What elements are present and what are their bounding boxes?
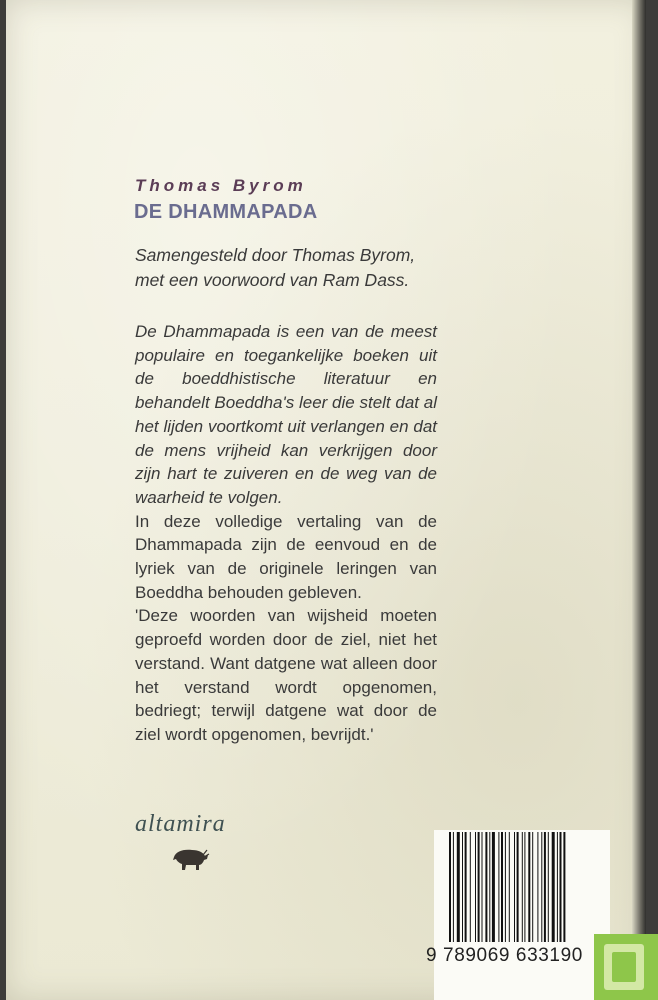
barcode-bar bbox=[478, 832, 480, 942]
barcode-bar bbox=[522, 832, 523, 942]
barcode-bar bbox=[449, 832, 451, 942]
barcode-bar bbox=[528, 832, 530, 942]
barcode-bar bbox=[557, 832, 558, 942]
blurb-paragraph: De Dhammapada is een van de meest populaire en toegankelijke boeken uit de boeddhistische literatuur en behandelt Boeddha's leer die stelt dat al het lijden voortkomt uit verlangen en dat de mens vrijheid kan verkrijgen door zijn hart te zuiveren en de weg van de waarheid te volgen. bbox=[135, 322, 437, 507]
isbn-number: 9 789069 633190 bbox=[426, 945, 583, 966]
subtitle-block bbox=[135, 243, 435, 293]
barcode-bar bbox=[532, 832, 533, 942]
barcode-bar bbox=[485, 832, 487, 942]
barcode-bar bbox=[552, 832, 555, 942]
barcode-bar bbox=[457, 832, 460, 942]
barcode-bar bbox=[465, 832, 467, 942]
cover-edge bbox=[632, 0, 646, 1000]
blurb-paragraph: In deze volledige vertaling van de Dhammapada zijn de eenvoud en de lyriek van de originele leringen van Boeddha behouden gebleven. bbox=[135, 511, 437, 602]
blurb-text bbox=[135, 320, 437, 747]
barcode-bar bbox=[560, 832, 562, 942]
barcode-bar bbox=[489, 832, 490, 942]
barcode-bar bbox=[501, 832, 503, 942]
barcode-bar bbox=[505, 832, 506, 942]
barcode-bar bbox=[492, 832, 495, 942]
barcode-bar bbox=[470, 832, 471, 942]
watermark-logo bbox=[604, 944, 644, 990]
barcode-bar bbox=[548, 832, 549, 942]
publisher-name: altamira bbox=[135, 811, 226, 837]
book-title: DE DHAMMAPADA bbox=[134, 201, 318, 223]
barcode-bar bbox=[541, 832, 542, 942]
barcode bbox=[449, 832, 604, 942]
barcode-bar bbox=[462, 832, 463, 942]
bull-icon bbox=[170, 843, 210, 871]
barcode-bar bbox=[453, 832, 454, 942]
barcode-bar bbox=[509, 832, 510, 942]
barcode-bar bbox=[514, 832, 515, 942]
barcode-bar bbox=[563, 832, 565, 942]
barcode-bar bbox=[475, 832, 476, 942]
subtitle-line: met een voorwoord van Ram Dass. bbox=[135, 270, 410, 290]
barcode-bar bbox=[524, 832, 525, 942]
book-back-cover bbox=[6, 0, 646, 1000]
barcode-bar bbox=[544, 832, 546, 942]
barcode-bar bbox=[517, 832, 519, 942]
subtitle-line: Samengesteld door Thomas Byrom, bbox=[135, 245, 416, 265]
barcode-bar bbox=[482, 832, 483, 942]
barcode-bar bbox=[537, 832, 538, 942]
blurb-quote: 'Deze woorden van wijsheid moeten geproefd worden door de ziel, niet het verstand. Want datgene wat alleen door het verstand wordt opgenomen, bedriegt; terwijl datgene wat door de ziel wordt opgenomen, bevrijdt.' bbox=[135, 606, 437, 744]
watermark-badge bbox=[594, 934, 658, 1000]
author-name: Thomas Byrom bbox=[135, 176, 307, 195]
barcode-bar bbox=[498, 832, 499, 942]
